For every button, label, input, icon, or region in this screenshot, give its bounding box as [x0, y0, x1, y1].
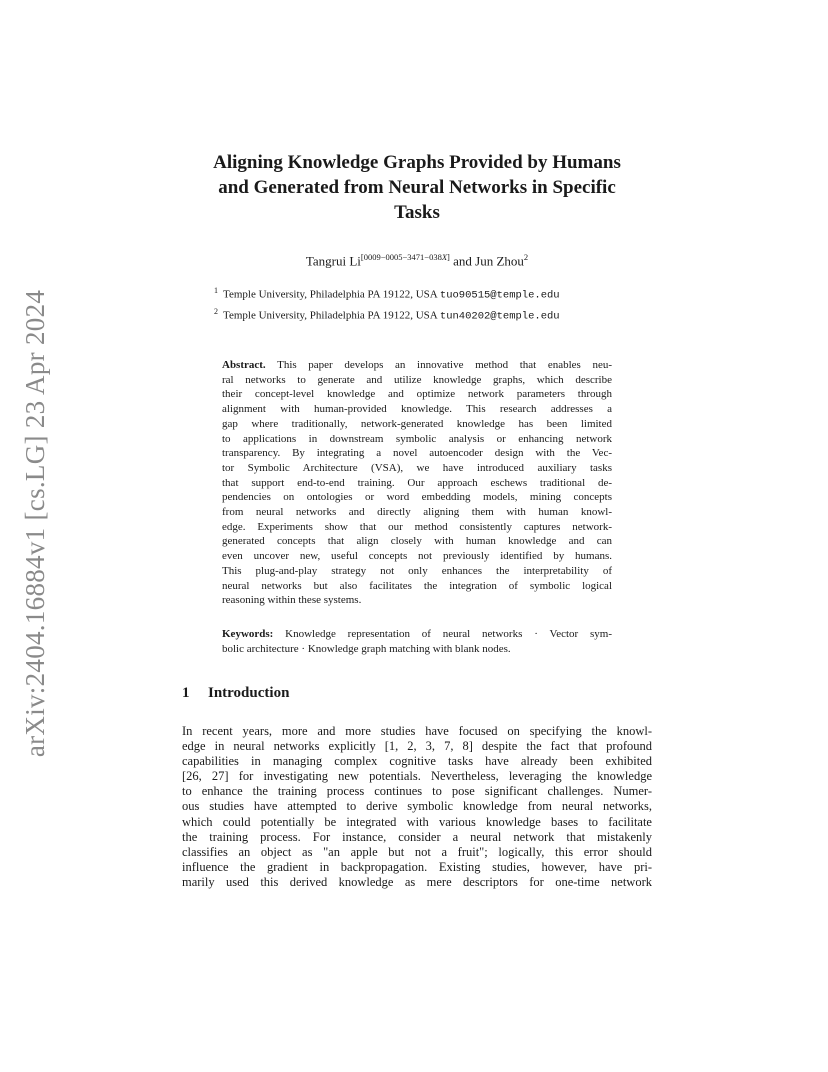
abstract-line: edge. Experiments show that our method consistently captures network- — [222, 520, 612, 533]
author-conjunction: and — [453, 253, 472, 269]
abstract-line: neural networks but also facilitates the integration of symbolic logical — [222, 579, 612, 592]
abstract-line: gap where traditionally, network-generated knowledge has been limited — [222, 417, 612, 430]
abstract-line: Abstract. This paper develops an innovative method that enables neu- — [222, 359, 612, 371]
author-name: Jun Zhou — [475, 253, 524, 269]
keywords-line: Keywords: Knowledge representation of neural networks · Vector sym- — [222, 628, 612, 640]
body-line: which could potentially be integrated with various knowledge bases to facilitate — [182, 814, 652, 829]
section-number: 1 — [182, 685, 190, 701]
abstract-line: ral networks to generate and utilize knowledge graphs, which describe — [222, 373, 612, 386]
body-line: edge in neural networks explicitly [1, 2, 3, 7, 8] despite the fact that profound — [182, 739, 652, 754]
abstract-line: transparency. By integrating a novel autoencoder design with the Vec- — [222, 447, 612, 460]
author-list — [182, 252, 652, 269]
body-line: influence the gradient in backpropagation. Existing studies, however, have pri- — [182, 859, 652, 874]
title-line: Tasks — [394, 202, 440, 223]
arxiv-identifier: arXiv:2404.16884v1 [cs.LG] 23 Apr 2024 — [20, 289, 51, 757]
affiliation-row — [214, 283, 560, 304]
abstract — [222, 358, 612, 608]
arxiv-side-stamp — [16, 288, 56, 758]
abstract-line: that support end-to-end training. Our approach eschews traditional de- — [222, 476, 612, 489]
title-line: and Generated from Neural Networks in Specific — [218, 177, 616, 198]
body-line: marily used this derived knowledge as mere descriptors for one-time network — [182, 874, 652, 889]
affiliation-row — [214, 304, 560, 325]
author-email[interactable]: tun40202@temple.edu — [439, 310, 560, 323]
affiliation-mark: 2 — [523, 252, 529, 262]
affiliation-text: Temple University, Philadelphia PA 19122, USA — [223, 288, 438, 301]
body-line: capabilities in managing complex cognitive tasks have already been exhibited — [182, 754, 652, 769]
body-line: In recent years, more and more studies have focused on specifying the knowl- — [182, 724, 652, 738]
title-line: Aligning Knowledge Graphs Provided by Humans — [213, 152, 621, 173]
keywords-line: bolic architecture · Knowledge graph matching with blank nodes. — [222, 642, 511, 655]
abstract-label: Abstract. — [222, 359, 266, 371]
body-line: the training process. For instance, consider a neural network that mistakenly — [182, 829, 652, 844]
abstract-line: This plug-and-play strategy not only enhances the interpretability of — [222, 564, 612, 577]
abstract-line: from neural networks and directly aligning them with human knowl- — [222, 506, 612, 519]
author-email[interactable]: tuo90515@temple.edu — [439, 289, 560, 302]
abstract-line: generated concepts that align closely with human knowledge and can — [222, 535, 612, 548]
orcid-id: [0009−0005−3471−038X] — [360, 252, 450, 262]
body-line: [26, 27] for investigating new potentials. Nevertheless, leveraging the knowledge — [182, 769, 652, 784]
affiliation-text: Temple University, Philadelphia PA 19122, USA — [223, 309, 438, 322]
abstract-line: alignment with human-provided knowledge. This research addresses a — [222, 403, 612, 416]
section-heading — [182, 685, 289, 702]
abstract-line: to applications in downstream symbolic analysis or enhancing network — [222, 432, 612, 445]
abstract-line: pendencies on ontologies or word embedding models, mining concepts — [222, 491, 612, 504]
author-name: Tangrui Li — [305, 253, 361, 269]
affiliation-mark: 2 — [214, 306, 218, 316]
keywords-label: Keywords: — [222, 628, 274, 640]
body-line: ous studies have attempted to derive symbolic knowledge from neural networks, — [182, 799, 652, 814]
abstract-line: even uncover new, useful concepts not previously identified by humans. — [222, 550, 612, 563]
section-title: Introduction — [208, 685, 290, 701]
paper-title — [182, 150, 652, 225]
keywords — [222, 627, 612, 656]
affiliation-mark: 1 — [214, 286, 218, 295]
introduction-paragraph — [182, 724, 652, 890]
body-line: classifies an object as "an apple but not a fruit"; logically, this error should — [182, 844, 652, 859]
abstract-line: reasoning within these systems. — [222, 594, 362, 607]
abstract-line: tor Symbolic Architecture (VSA), we have introduced auxiliary tasks — [222, 461, 612, 474]
body-line: to enhance the training process continues to pose significant challenges. Numer- — [182, 784, 652, 799]
affiliation-list — [214, 283, 560, 324]
abstract-line: their concept-level knowledge and optimize network parameters through — [222, 388, 612, 401]
